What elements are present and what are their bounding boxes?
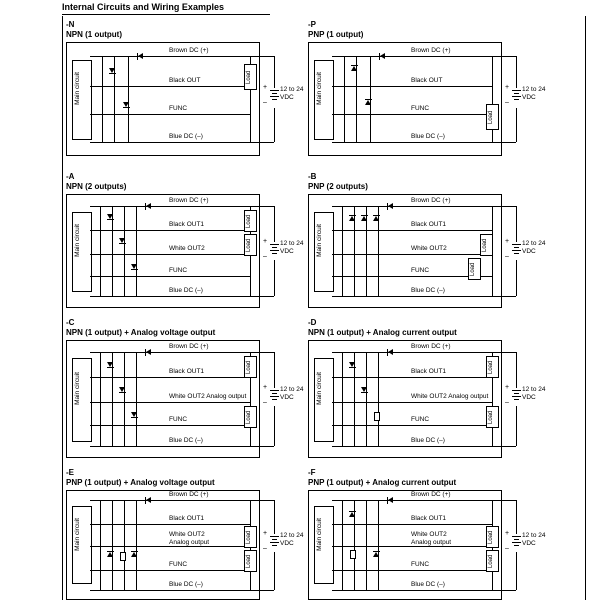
supply-bottom-wire xyxy=(250,296,274,297)
internal-tap-3 xyxy=(366,500,367,590)
supply-minus: – xyxy=(505,545,509,552)
wire-blue xyxy=(332,590,492,591)
zener-symbol xyxy=(120,552,126,561)
protection-diode-icon xyxy=(131,412,137,417)
supply-plus: + xyxy=(263,238,268,245)
diagram xyxy=(308,194,546,314)
block-code: -D xyxy=(308,318,317,327)
supply-wire-v-top xyxy=(274,352,275,388)
supply-label-line2: VDC xyxy=(280,248,294,255)
internal-tap-4 xyxy=(378,500,379,590)
battery-symbol xyxy=(512,536,521,548)
wire-brown xyxy=(332,206,492,207)
supply-minus: – xyxy=(505,399,509,406)
internal-tap-1 xyxy=(100,352,101,446)
load-symbol: Load xyxy=(468,258,481,280)
supply-minus: – xyxy=(505,253,509,260)
supply-label-line2: VDC xyxy=(280,394,294,401)
protection-diode-icon xyxy=(107,362,113,367)
supply-label-line2: VDC xyxy=(280,94,294,101)
wire-out1 xyxy=(90,524,250,525)
label-func: FUNC xyxy=(169,561,188,568)
block-code: -P xyxy=(308,20,316,29)
supply-top-wire xyxy=(250,206,274,207)
load-symbol: Load xyxy=(244,210,257,232)
label-out1: Black OUT1 xyxy=(169,368,205,375)
battery-symbol xyxy=(512,90,521,102)
supply-top-wire xyxy=(492,206,516,207)
supply-minus: – xyxy=(263,253,267,260)
internal-tap-1 xyxy=(100,500,101,590)
supply-wire-v-bottom xyxy=(274,406,275,446)
zener-symbol xyxy=(374,412,380,421)
wire-brown xyxy=(332,500,492,501)
battery-symbol xyxy=(512,390,521,402)
supply-wire-v-top xyxy=(274,500,275,534)
load-symbol: Load xyxy=(244,406,257,428)
protection-diode-icon xyxy=(365,100,371,105)
wire-brown xyxy=(90,500,250,501)
diagram xyxy=(66,490,304,598)
circuit-block-b xyxy=(308,172,546,317)
reverse-diode-icon xyxy=(138,53,143,59)
wire-func xyxy=(332,425,492,426)
diagram xyxy=(308,340,546,464)
wire-blue xyxy=(90,142,250,143)
wire-brown xyxy=(90,206,250,207)
circuit-outline xyxy=(66,42,260,156)
label-brown: Brown DC (+) xyxy=(411,47,451,54)
label-out2: White OUT2 xyxy=(411,531,447,538)
supply-plus: + xyxy=(505,530,510,537)
supply-minus: – xyxy=(505,99,509,106)
wire-out1 xyxy=(90,230,250,231)
supply-wire-v-top xyxy=(516,500,517,534)
internal-tap-4 xyxy=(136,352,137,446)
label-blue: Blue DC (–) xyxy=(411,437,445,444)
supply-wire-v-bottom xyxy=(516,406,517,446)
load-symbol: Load xyxy=(244,526,257,548)
main-circuit-label: Main circuit xyxy=(74,372,81,405)
block-code: -A xyxy=(66,172,75,181)
battery-symbol xyxy=(270,390,279,402)
internal-tap-4 xyxy=(378,352,379,446)
label-out1: Black OUT1 xyxy=(411,515,447,522)
protection-diode-icon xyxy=(107,552,113,557)
label-analog-output: Analog output xyxy=(411,539,452,546)
supply-wire-v-top xyxy=(274,206,275,242)
supply-bottom-wire xyxy=(250,446,274,447)
internal-tap-1 xyxy=(102,56,103,142)
load-symbol: Load xyxy=(486,356,499,378)
label-black-out: Black OUT xyxy=(411,77,443,84)
supply-top-wire xyxy=(492,500,516,501)
wire-blue xyxy=(332,446,492,447)
wire-out1 xyxy=(90,377,250,378)
battery-symbol xyxy=(270,90,279,102)
label-out2: White OUT2 xyxy=(411,245,447,252)
protection-diode-icon xyxy=(131,552,137,557)
protection-diode-icon xyxy=(119,238,125,243)
page-title: Internal Circuits and Wiring Examples xyxy=(62,2,270,15)
main-circuit-label: Main circuit xyxy=(74,224,81,257)
label-blue: Blue DC (–) xyxy=(411,581,445,588)
reverse-diode-icon xyxy=(388,497,393,503)
supply-label-line1: 12 to 24 xyxy=(280,532,304,539)
load-symbol: Load xyxy=(486,526,499,548)
wire-blue xyxy=(90,590,250,591)
supply-label-line1: 12 to 24 xyxy=(280,240,304,247)
main-circuit-label: Main circuit xyxy=(74,72,81,105)
label-func: FUNC xyxy=(411,561,430,568)
wire-out2 xyxy=(90,254,250,255)
supply-plus: + xyxy=(263,530,268,537)
label-out2: White OUT2 xyxy=(169,245,205,252)
supply-minus: – xyxy=(263,399,267,406)
label-brown: Brown DC (+) xyxy=(169,343,209,350)
label-func: FUNC xyxy=(411,416,430,423)
protection-diode-icon xyxy=(373,552,379,557)
wire-brown xyxy=(332,352,492,353)
internal-tap-4 xyxy=(136,500,137,590)
load-symbol: Load xyxy=(486,406,499,428)
reverse-diode-icon xyxy=(388,203,393,209)
load-symbol: Load xyxy=(486,104,499,130)
zener-symbol xyxy=(350,550,356,559)
protection-diode-icon xyxy=(349,216,355,221)
circuit-block-n xyxy=(66,20,304,165)
label-brown: Brown DC (+) xyxy=(169,197,209,204)
block-description: NPN (2 outputs) xyxy=(66,182,127,191)
wire-blue xyxy=(90,446,250,447)
block-code: -F xyxy=(308,468,316,477)
label-brown: Brown DC (+) xyxy=(411,343,451,350)
reverse-diode-icon xyxy=(146,497,151,503)
label-blue: Blue DC (–) xyxy=(169,287,203,294)
label-blue: Blue DC (–) xyxy=(169,133,203,140)
supply-bottom-wire xyxy=(492,590,516,591)
internal-tap-3 xyxy=(124,500,125,590)
protection-diode-icon xyxy=(109,68,115,73)
internal-tap-3 xyxy=(124,352,125,446)
main-circuit-label: Main circuit xyxy=(316,518,323,551)
supply-label-line2: VDC xyxy=(522,94,536,101)
supply-wire-v-bottom xyxy=(274,552,275,590)
block-description: PNP (1 output) + Analog voltage output xyxy=(66,478,215,487)
supply-bottom-wire xyxy=(250,142,274,143)
internal-tap-3 xyxy=(128,56,129,142)
supply-wire-v-top xyxy=(516,56,517,88)
wire-out2-analog xyxy=(332,402,492,403)
battery-symbol xyxy=(512,244,521,256)
supply-label-line1: 12 to 24 xyxy=(280,86,304,93)
supply-wire-v-top xyxy=(516,206,517,242)
wire-brown xyxy=(90,352,250,353)
supply-label-line1: 12 to 24 xyxy=(280,386,304,393)
diagram xyxy=(66,42,304,162)
main-circuit-label: Main circuit xyxy=(74,518,81,551)
diagram xyxy=(66,340,304,464)
wire-blue xyxy=(90,296,250,297)
supply-bottom-wire xyxy=(492,296,516,297)
block-code: -N xyxy=(66,20,75,29)
supply-bottom-wire xyxy=(492,446,516,447)
block-description: PNP (2 outputs) xyxy=(308,182,368,191)
supply-label-line2: VDC xyxy=(522,394,536,401)
block-description: PNP (1 output) xyxy=(308,30,364,39)
label-func: FUNC xyxy=(411,105,430,112)
protection-diode-icon xyxy=(361,387,367,392)
label-blue: Blue DC (–) xyxy=(411,133,445,140)
label-out1: Black OUT1 xyxy=(169,221,205,228)
diagram xyxy=(66,194,304,314)
internal-tap-4 xyxy=(136,206,137,296)
wire-blue xyxy=(332,142,492,143)
block-description: NPN (1 output) xyxy=(66,30,122,39)
block-description: NPN (1 output) + Analog voltage output xyxy=(66,328,216,337)
supply-label-line1: 12 to 24 xyxy=(522,240,546,247)
block-code: -E xyxy=(66,468,74,477)
diagram xyxy=(308,42,546,162)
supply-wire-v-bottom xyxy=(516,260,517,296)
supply-top-wire xyxy=(492,56,516,57)
circuit-block-d xyxy=(308,318,546,466)
protection-diode-icon xyxy=(119,387,125,392)
label-out1: Black OUT1 xyxy=(411,221,447,228)
supply-plus: + xyxy=(263,384,268,391)
load-symbol: Load xyxy=(486,550,499,572)
label-blue: Blue DC (–) xyxy=(169,581,203,588)
internal-tap-3 xyxy=(124,206,125,296)
circuit-outline xyxy=(66,194,260,308)
page-left-rule xyxy=(62,16,63,600)
label-func: FUNC xyxy=(169,267,188,274)
load-symbol: Load xyxy=(480,234,493,256)
reverse-diode-icon xyxy=(146,203,151,209)
protection-diode-icon xyxy=(349,512,355,517)
label-out2-analog: White OUT2 Analog output xyxy=(411,393,489,400)
protection-diode-icon xyxy=(131,264,137,269)
supply-plus: + xyxy=(505,384,510,391)
circuit-outline xyxy=(308,194,502,308)
label-brown: Brown DC (+) xyxy=(411,197,451,204)
battery-symbol xyxy=(270,536,279,548)
wire-func xyxy=(332,570,492,571)
label-func: FUNC xyxy=(169,105,188,112)
circuit-block-p xyxy=(308,20,546,165)
load-symbol: Load xyxy=(244,550,257,572)
main-circuit-label: Main circuit xyxy=(316,72,323,105)
supply-bottom-wire xyxy=(492,142,516,143)
supply-wire-v-bottom xyxy=(516,552,517,590)
main-circuit-label: Main circuit xyxy=(316,224,323,257)
label-analog-output: Analog output xyxy=(169,539,210,546)
wire-out2 xyxy=(332,254,492,255)
circuit-block-f xyxy=(308,468,546,598)
page-right-rule xyxy=(585,16,586,600)
label-brown: Brown DC (+) xyxy=(411,491,451,498)
supply-label-line1: 12 to 24 xyxy=(522,532,546,539)
block-description: PNP (1 output) + Analog current output xyxy=(308,478,457,487)
internal-tap-1 xyxy=(342,206,343,296)
internal-tap-1 xyxy=(342,500,343,590)
supply-label-line2: VDC xyxy=(522,248,536,255)
supply-minus: – xyxy=(263,545,267,552)
circuit-outline xyxy=(66,490,260,600)
protection-diode-icon xyxy=(361,216,367,221)
wire-out2-analog xyxy=(90,402,250,403)
reverse-diode-icon xyxy=(146,349,151,355)
wire-func xyxy=(90,425,250,426)
supply-wire-v-top xyxy=(516,352,517,388)
block-code: -B xyxy=(308,172,317,181)
label-brown: Brown DC (+) xyxy=(169,491,209,498)
supply-plus: + xyxy=(505,238,510,245)
internal-tap-1 xyxy=(342,352,343,446)
protection-diode-icon xyxy=(349,362,355,367)
supply-label-line2: VDC xyxy=(522,540,536,547)
label-out1: Black OUT1 xyxy=(411,368,447,375)
protection-diode-icon xyxy=(373,216,379,221)
supply-minus: – xyxy=(263,99,267,106)
label-brown: Brown DC (+) xyxy=(169,47,209,54)
label-out1: Black OUT1 xyxy=(169,515,205,522)
circuit-outline xyxy=(308,490,502,600)
internal-tap-3 xyxy=(366,352,367,446)
load-symbol: Load xyxy=(244,64,257,90)
label-blue: Blue DC (–) xyxy=(169,437,203,444)
supply-top-wire xyxy=(250,500,274,501)
main-circuit-label: Main circuit xyxy=(316,372,323,405)
block-code: -C xyxy=(66,318,75,327)
wire-func xyxy=(90,570,250,571)
supply-top-wire xyxy=(250,56,274,57)
wire-out1 xyxy=(332,377,492,378)
label-out2-analog: White OUT2 Analog output xyxy=(169,393,247,400)
wire-func xyxy=(90,276,250,277)
supply-top-wire xyxy=(492,352,516,353)
supply-wire-v-bottom xyxy=(274,260,275,296)
supply-top-wire xyxy=(250,352,274,353)
supply-wire-v-bottom xyxy=(516,108,517,142)
block-description: NPN (1 output) + Analog current output xyxy=(308,328,457,337)
internal-tap-1 xyxy=(344,56,345,142)
supply-plus: + xyxy=(505,84,510,91)
load-symbol: Load xyxy=(244,356,257,378)
protection-diode-icon xyxy=(351,66,357,71)
wire-out1 xyxy=(332,524,492,525)
wire-blue xyxy=(332,296,492,297)
supply-label-line1: 12 to 24 xyxy=(522,86,546,93)
internal-tap-2 xyxy=(112,500,113,590)
label-black-out: Black OUT xyxy=(169,77,201,84)
supply-plus: + xyxy=(263,84,268,91)
label-out2: White OUT2 xyxy=(169,531,205,538)
load-symbol: Load xyxy=(244,234,257,256)
supply-wire-v-bottom xyxy=(274,108,275,142)
reverse-diode-icon xyxy=(388,349,393,355)
supply-bottom-wire xyxy=(250,590,274,591)
circuit-block-c xyxy=(66,318,304,466)
label-blue: Blue DC (–) xyxy=(411,287,445,294)
supply-wire-v-top xyxy=(274,56,275,88)
reverse-diode-icon xyxy=(380,53,385,59)
battery-symbol xyxy=(270,244,279,256)
internal-tap-1 xyxy=(100,206,101,296)
wire-out1 xyxy=(332,230,492,231)
protection-diode-icon xyxy=(107,214,113,219)
circuit-outline xyxy=(308,42,502,156)
diagram xyxy=(308,490,546,598)
circuit-block-e xyxy=(66,468,304,598)
protection-diode-icon xyxy=(123,102,129,107)
supply-label-line1: 12 to 24 xyxy=(522,386,546,393)
supply-label-line2: VDC xyxy=(280,540,294,547)
circuit-block-a xyxy=(66,172,304,317)
label-func: FUNC xyxy=(411,267,430,274)
label-func: FUNC xyxy=(169,416,188,423)
